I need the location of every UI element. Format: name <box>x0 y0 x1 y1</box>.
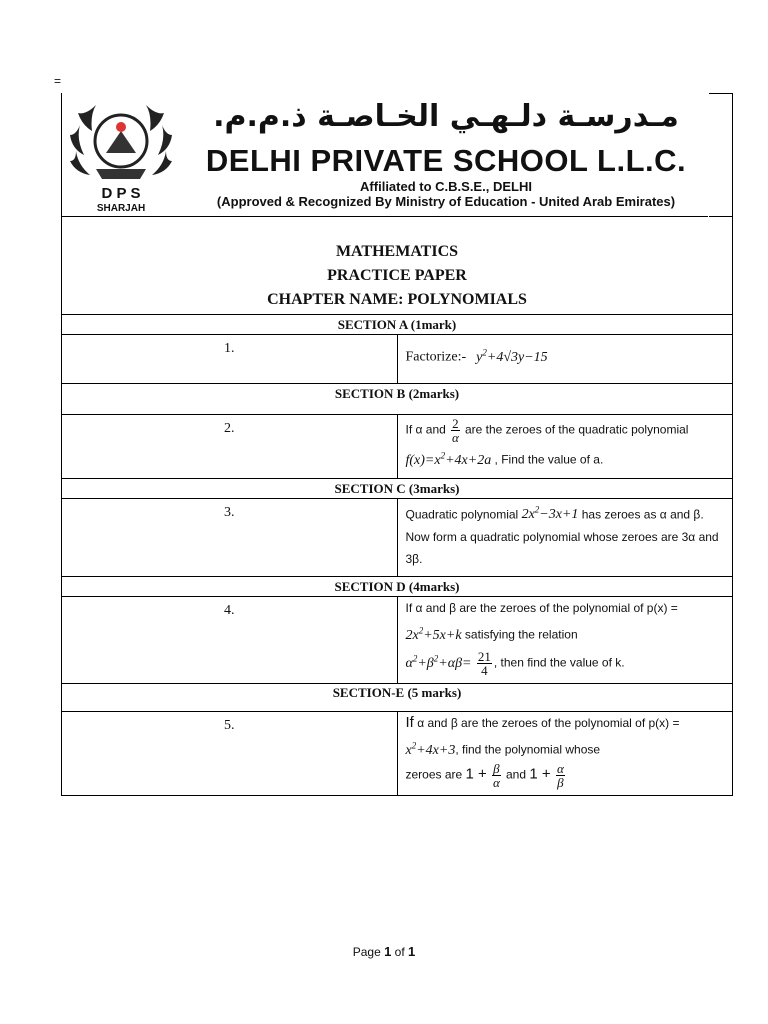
affiliation: Affiliated to C.B.S.E., DELHI <box>360 179 532 194</box>
question-row <box>62 711 733 795</box>
question-text-part: , Find the value of a. <box>494 452 604 467</box>
question-text-part: If <box>405 713 414 731</box>
math-expression: $y^2+4√3y-15$ <box>476 347 548 365</box>
footer-page-label: Page <box>352 945 381 959</box>
question-text-part: are the zeroes of the quadratic polynomial <box>464 422 689 437</box>
question-text <box>397 415 733 479</box>
math-expression: 1 + <box>465 765 487 783</box>
question-row <box>62 415 733 479</box>
question-text-part: has zeroes as α and β. Now form a quadratic polynomial whose zeroes are 3α and 3β. <box>405 507 719 567</box>
section-c-heading: SECTION C (3marks) <box>62 478 733 498</box>
question-text-part: Quadratic polynomial <box>405 507 519 522</box>
approval: (Approved & Recognized By Ministry of Education - United Arab Emirates) <box>216 194 676 209</box>
page-footer <box>0 944 768 959</box>
question-text <box>397 498 733 577</box>
questions-table <box>61 314 733 796</box>
school-name-arabic: مـدرسـة دلـهـي الخـاصـة ذ.م.م. <box>213 99 679 134</box>
question-text-part: and <box>506 767 527 782</box>
fraction: $\frac{21}{4}$ <box>477 648 491 678</box>
chapter-title: CHAPTER NAME: POLYNOMIALS <box>267 291 527 308</box>
question-text-part: zeroes are <box>405 767 463 782</box>
fraction: $\frac{\alpha}{\beta}$ <box>557 760 564 790</box>
paper-titles <box>61 217 733 314</box>
school-logo-icon <box>66 97 176 215</box>
question-text-part: α and β are the zeroes of the polynomial of p(x) = <box>417 715 680 730</box>
math-expression: 1 + <box>529 765 551 783</box>
question-number: 5. <box>62 711 398 795</box>
school-name: DELHI PRIVATE SCHOOL L.L.C. <box>205 143 687 178</box>
fraction: $\frac{2}{\alpha}$ <box>451 416 459 445</box>
footer-of-label: of <box>394 945 405 959</box>
fraction: $\frac{\beta}{\alpha}$ <box>493 760 500 790</box>
math-expression: $2x^2+5x+k$ <box>405 625 462 643</box>
section-a-heading: SECTION A (1mark) <box>62 315 733 335</box>
question-text-part: , then find the value of k. <box>493 655 625 670</box>
question-text-part: If α and β are the zeroes of the polynomial of p(x) = <box>405 601 678 616</box>
header-border-right <box>732 93 733 217</box>
question-lead: Factorize:- <box>405 349 467 365</box>
question-row <box>62 335 733 384</box>
question-text <box>397 711 733 795</box>
math-expression: $f(x)=x^2+4x+2a$ <box>405 450 492 468</box>
logo-text: D P S <box>101 185 141 202</box>
section-e-heading: SECTION-E (5 marks) <box>62 683 733 711</box>
question-number: 3. <box>62 498 398 577</box>
math-expression: $\alpha^2+\beta^2+\alpha\beta=$ <box>405 652 472 671</box>
logo-subtext: SHARJAH <box>96 203 146 214</box>
school-header <box>61 93 733 217</box>
subject-title: MATHEMATICS <box>335 243 459 260</box>
question-row <box>62 498 733 577</box>
header-border-bottom <box>62 216 708 217</box>
section-b-heading: SECTION B (2marks) <box>62 384 733 415</box>
question-text-part: satisfying the relation <box>464 627 578 642</box>
top-mark: = <box>54 74 62 88</box>
question-text-part: If α and <box>405 422 446 437</box>
question-number: 2. <box>62 415 398 479</box>
footer-current-page: 1 <box>384 944 392 959</box>
question-text <box>397 335 733 384</box>
footer-total-pages: 1 <box>408 944 416 959</box>
header-border-bottom-right <box>709 216 733 217</box>
math-expression: $2x^2-3x+1$ <box>521 504 579 523</box>
question-number: 1. <box>62 335 398 384</box>
math-expression: $x^2+4x+3$ <box>405 739 456 758</box>
question-text-part: , find the polynomial whose <box>455 742 601 757</box>
paper-title: PRACTICE PAPER <box>327 267 467 284</box>
paper-frame <box>61 93 733 796</box>
question-row <box>62 597 733 684</box>
question-text <box>397 597 733 684</box>
question-number: 4. <box>62 597 398 684</box>
header-border-top <box>709 93 733 94</box>
section-d-heading: SECTION D (4marks) <box>62 577 733 597</box>
